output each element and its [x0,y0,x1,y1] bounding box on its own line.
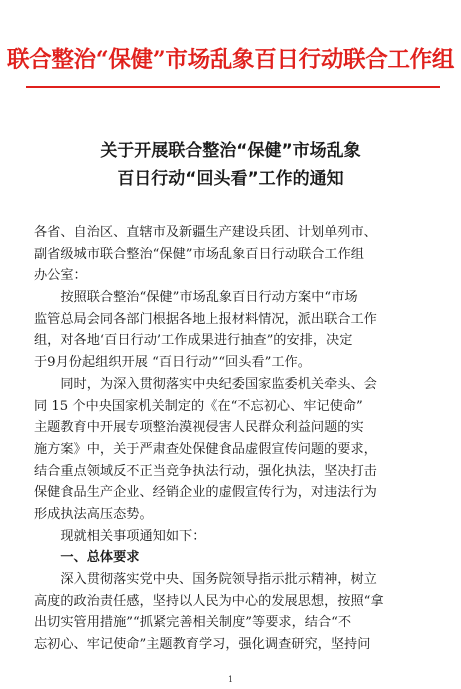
body-line: 主题教育中开展专项整治漠视侵害人民群众利益问题的实 [34,420,364,436]
body-line: 同时，为深入贯彻落实中央纪委国家监委机关牵头、会 [34,376,377,392]
body-line: 于9月份起组织开展 “百日行动”“回头看”工作。 [34,355,311,371]
body-line: 按照联合整治“保健”市场乱象百日行动方案中“市场 [34,290,358,306]
body-line: 保健食品生产企业、经销企业的虚假宣传行为，对违法行为 [34,485,377,501]
body-line: 形成执法高压态势。 [34,506,153,522]
document-title-line-2: 百日行动“回头看”工作的通知 [117,169,344,189]
document-body [34,222,425,656]
masthead-rule [26,86,440,88]
body-line: 结合重点领域反不正当竞争执法行动，强化执法，坚决打击 [34,463,377,479]
masthead: 联合整治“保健”市场乱象百日行动联合工作组 [6,47,455,73]
body-line: 出切实管用措施”“抓紧完善相关制度”等要求，结合“不 [34,615,352,631]
document-title-line-1: 关于开展联合整治“保健”市场乱象 [100,141,361,161]
section-heading: 一、总体要求 [34,550,140,566]
body-line: 副省级城市联合整治“保健”市场乱象百日行动联合工作组 [34,246,364,262]
body-line: 各省、自治区、直辖市及新疆生产建设兵团、计划单列市、 [34,225,377,240]
page-number: 1 [227,675,234,684]
body-line: 高度的政治责任感，坚持以人民为中心的发展思想，按照“拿 [34,593,384,609]
body-line: 组，对各地‘百日行动’工作成果进行抽查”的安排，决定 [34,333,353,349]
body-line: 施方案》中，关于严肃查处保健食品虚假宣传问题的要求， [34,441,377,457]
body-line: 办公室： [34,268,87,284]
body-line: 监管总局会同各部门根据各地上报材料情况，派出联合工作 [34,311,377,327]
body-line: 同 15 个中央国家机关制定的《在“不忘初心、牢记使命” [34,398,363,414]
body-line: 现就相关事项通知如下： [34,528,206,544]
body-line: 忘初心、牢记使命”主题教育学习，强化调查研究，坚持问 [34,637,371,653]
body-line: 深入贯彻落实党中央、国务院领导指示批示精神，树立 [34,572,377,587]
